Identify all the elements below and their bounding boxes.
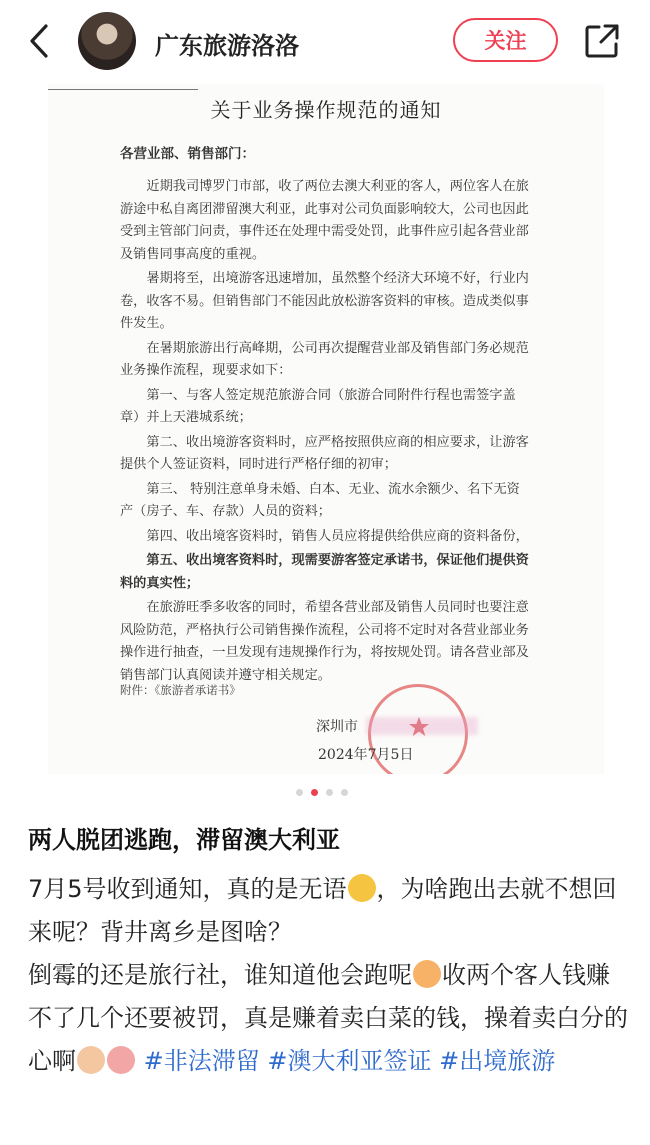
screaming-face-icon — [107, 1046, 135, 1074]
crying-face-icon — [413, 960, 441, 988]
redaction-blur — [366, 717, 478, 735]
follow-button[interactable]: 关注 — [453, 18, 558, 62]
document-paragraph: 在旅游旺季多收客的同时，希望各营业部及销售人员同时也要注意风险防范，严格执行公司销售操作流程，公司将不定时对各营业部业务操作进行抽查，一旦发现有违规操作行为，将按规处罚。请各营业部及销售部门认真阅读并遵守相关规定。 — [120, 600, 529, 683]
document-paragraph: 第四、收出境客资料时，销售人员应将提供给供应商的资料备份， — [146, 528, 529, 544]
document-paragraph: 近期我司博罗门市部，收了两位去澳大利亚的客人，两位客人在旅游途中私自离团滞留澳大利亚，此事对公司负面影响较大，公司也因此受到主管部门问责，事件还在处理中需受处罚，此事件应引起各营业部及销售同事高度的重视。 — [120, 179, 529, 262]
avatar[interactable] — [78, 12, 136, 70]
carousel-indicator — [296, 789, 348, 796]
post-text: 7月5号收到通知，真的是无语 — [28, 875, 347, 903]
document-paragraph: 第一、与客人签定规范旅游合同（旅游合同附件行程也需签字盖章）并上天港城系统； — [120, 387, 516, 425]
document-paragraph: 第二、收出境游客资料时，应严格按照供应商的相应要求，让游客提供个人签证资料，同时进行严格仔细的初审； — [120, 434, 529, 472]
document-title: 关于业务操作规范的通知 — [210, 98, 442, 122]
facepalm-face-icon — [77, 1046, 105, 1074]
document-salutation: 各营业部、销售部门： — [120, 146, 255, 162]
notice-document-image[interactable] — [48, 84, 604, 774]
document-body — [120, 176, 530, 689]
top-bar — [0, 0, 650, 84]
document-paragraph: 第三、 特别注意单身未婚、白本、无业、流水余额少、名下无资产（房子、车、存款）人员的资料； — [120, 481, 520, 519]
carousel-dot[interactable] — [341, 789, 348, 796]
back-arrow-icon[interactable] — [22, 22, 58, 60]
document-paragraph: 暑期将至，出境游客迅速增加，虽然整个经济大环境不好，行业内卷，收客不易。但销售部门不能因此放松游客资料的审核。造成类似事件发生。 — [120, 271, 529, 331]
post-title: 两人脱团逃跑，滞留澳大利亚 — [28, 826, 340, 854]
post-text: ，为啥跑出去就不想回来呢？背井离乡是图啥？ — [28, 875, 617, 946]
post-text: 倒霉的还是旅行社，谁知道他会跑呢 — [28, 961, 412, 989]
document-attachment: 附件：《旅游者承诺书》 — [120, 683, 241, 697]
document-rule — [48, 89, 198, 90]
document-paragraph-bold: 第五、收出境客资料时，现需要游客签定承诺书，保证他们提供资料的真实性； — [120, 553, 529, 591]
hashtag-link[interactable]: #出境旅游 — [439, 1047, 556, 1075]
carousel-dot[interactable] — [326, 789, 333, 796]
post-body — [28, 868, 628, 1083]
document-paragraph: 在暑期旅游出行高峰期，公司再次提醒营业部及销售部门务必规范业务操作流程，现要求如下： — [120, 340, 529, 378]
carousel-dot-active[interactable] — [311, 789, 318, 796]
document-date: 2024年7月5日 — [318, 747, 414, 763]
hashtag-link[interactable]: #澳大利亚签证 — [267, 1047, 432, 1075]
document-signature: 深圳市 — [316, 719, 358, 735]
username[interactable]: 广东旅游洛洛 — [155, 32, 299, 60]
share-icon[interactable] — [583, 22, 621, 60]
post-text: 收两个客人钱赚不了几个还要被罚，真是赚着卖白菜的钱，操着卖白分的心啊 — [28, 961, 628, 1075]
expressionless-face-icon — [348, 874, 376, 902]
hashtag-link[interactable]: #非法滞留 — [143, 1047, 260, 1075]
carousel-dot[interactable] — [296, 789, 303, 796]
